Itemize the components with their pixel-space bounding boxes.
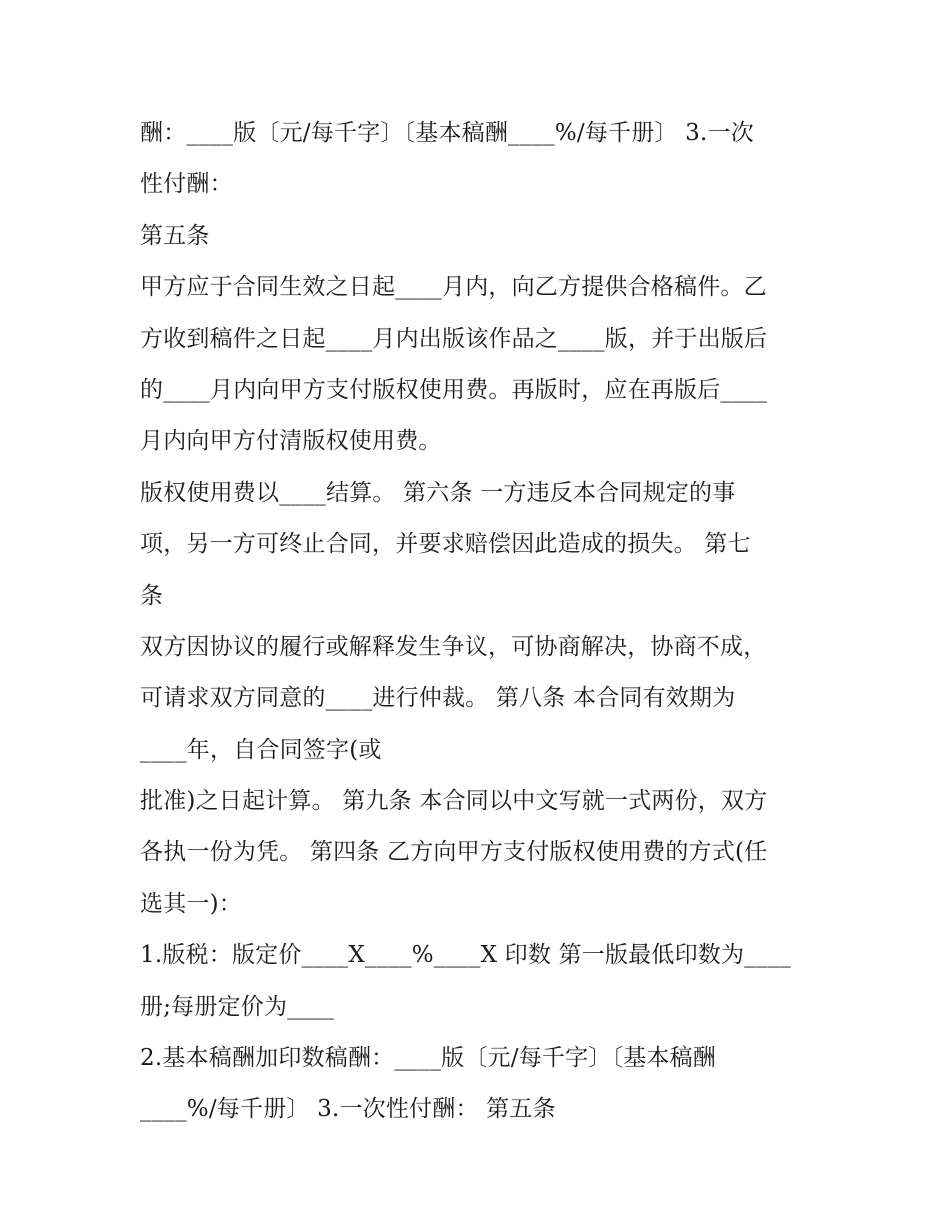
text-line: 月内向甲方付清版权使用费。 bbox=[140, 428, 442, 455]
contract-text bbox=[140, 108, 820, 1136]
text-line: 甲方应于合同生效之日起____月内，向乙方提供合格稿件。乙 bbox=[140, 274, 767, 301]
text-line: 项，另一方可终止合同，并要求赔偿因此造成的损失。 第七 bbox=[140, 531, 751, 558]
text-line: 批准)之日起计算。 第九条 本合同以中文写就一式两份，双方 bbox=[140, 788, 768, 815]
text-line: 条 bbox=[140, 582, 164, 609]
text-line: 册;每册定价为____ bbox=[140, 993, 334, 1020]
text-line: 性付酬： bbox=[140, 171, 233, 198]
text-line: 可请求双方同意的____进行仲裁。 第八条 本合同有效期为 bbox=[140, 685, 736, 712]
text-line: ____年，自合同签字(或 bbox=[140, 736, 382, 763]
text-line: 方收到稿件之日起____月内出版该作品之____版，并于出版后 bbox=[140, 325, 768, 352]
text-line: ____%/每千册〕 3.一次性付酬： 第五条 bbox=[140, 1096, 556, 1123]
text-line: 各执一份为凭。 第四条 乙方向甲方支付版权使用费的方式(任 bbox=[140, 839, 768, 866]
text-line: 双方因协议的履行或解释发生争议，可协商解决，协商不成， bbox=[140, 633, 767, 660]
text-line: 2.基本稿酬加印数稿酬：____版〔元/每千字〕〔基本稿酬 bbox=[140, 1045, 716, 1072]
text-line: 酬：____版〔元/每千字〕〔基本稿酬____%/每千册〕 3.一次 bbox=[140, 120, 754, 146]
section-heading: 第五条 bbox=[140, 222, 210, 249]
text-line: 版权使用费以____结算。 第六条 一方违反本合同规定的事 bbox=[140, 479, 736, 506]
text-line: 1.版税：版定价____X____%____X 印数 第一版最低印数为____ bbox=[140, 942, 791, 969]
text-line: 的____月内向甲方支付版权使用费。再版时，应在再版后____ bbox=[140, 376, 768, 403]
text-line: 选其一)： bbox=[140, 890, 242, 917]
